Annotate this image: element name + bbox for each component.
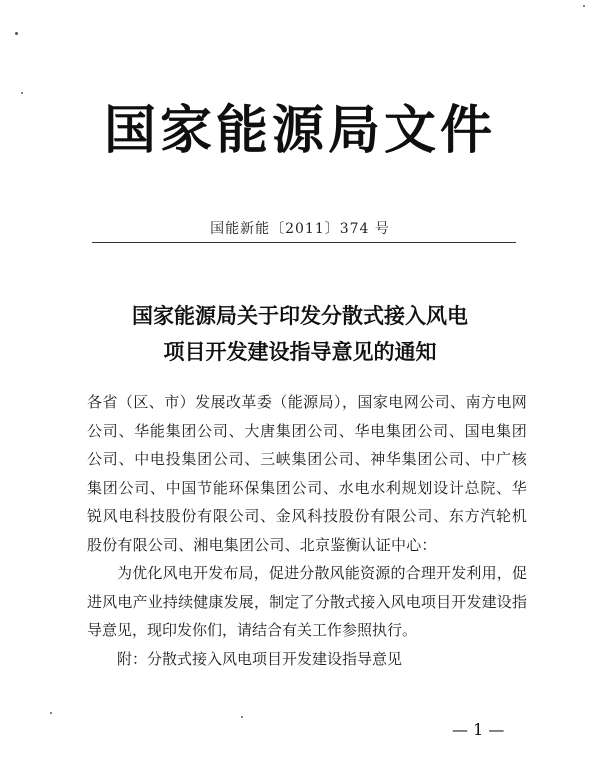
scan-speck bbox=[21, 92, 23, 94]
notice-body bbox=[87, 388, 527, 673]
notice-title-line-2: 项目开发建设指导意见的通知 bbox=[163, 339, 437, 364]
header-divider bbox=[92, 242, 516, 243]
attachment-line: 附：分散式接入风电项目开发建设指导意见 bbox=[117, 649, 403, 668]
notice-title bbox=[0, 298, 600, 370]
body-paragraph: 为优化风电开发布局，促进分散风能资源的合理开发利用，促进风电产业持续健康发展，制定了分散式接入风电项目开发建设指导意见，现印发你们，请结合有关工作参照执行。 bbox=[87, 564, 527, 639]
scan-speck bbox=[241, 716, 243, 718]
scan-speck bbox=[583, 5, 585, 7]
issuing-authority-header: 国家能源局文件 bbox=[103, 100, 496, 161]
scan-speck bbox=[50, 712, 52, 714]
page-number: — 1 — bbox=[452, 720, 505, 739]
addressee-list: 各省（区、市）发展改革委（能源局），国家电网公司、南方电网公司、华能集团公司、大唐集团公司、华电集团公司、国电集团公司、中电投集团公司、三峡集团公司、神华集团公司、中广核集团公司、中国节能环保集团公司、水电水利规划设计总院、华锐风电科技股份有限公司、金风科技股份有限公司、东方汽轮机股份有限公司、湘电集团公司、北京鉴衡认证中心： bbox=[87, 393, 527, 554]
scan-speck bbox=[15, 32, 18, 35]
document-number: 国能新能〔2011〕374 号 bbox=[210, 221, 390, 237]
notice-title-line-1: 国家能源局关于印发分散式接入风电 bbox=[132, 303, 468, 328]
